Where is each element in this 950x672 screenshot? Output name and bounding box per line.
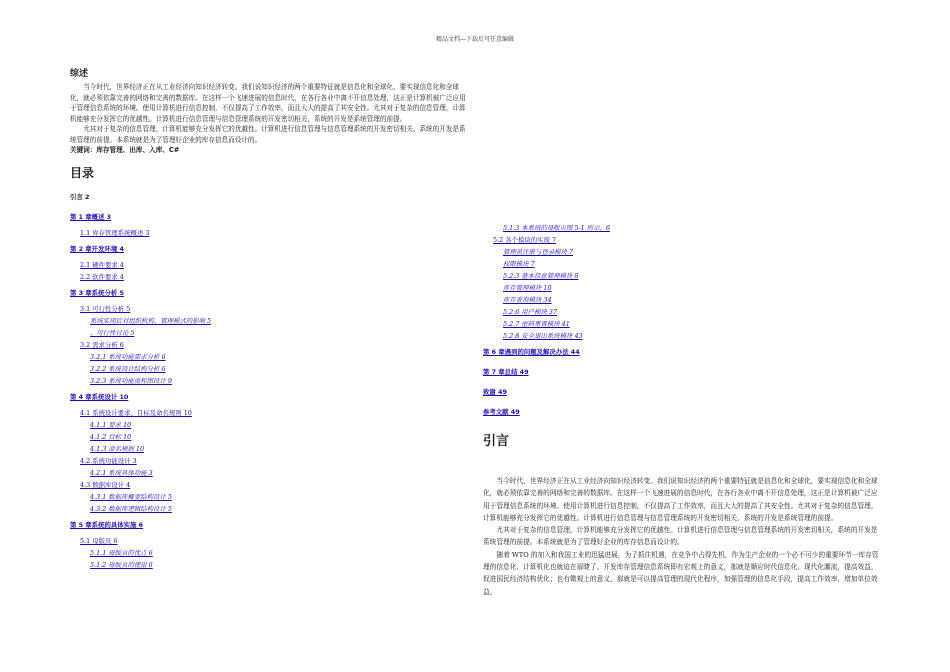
toc-chapter-link: 引言 2 [70, 192, 90, 201]
toc-section-link[interactable]: 2.2 软件要求 4 [80, 272, 124, 281]
toc-section-link[interactable]: 2.1 硬件要求 4 [80, 260, 124, 269]
toc-subsection-link[interactable]: 3.2.2 系统设计结构分析 6 [90, 364, 166, 373]
keywords: 关键词：库存管理、出库、入库、C# [70, 146, 180, 154]
toc-subsection-link[interactable]: 库存查询模块 34 [503, 296, 552, 304]
page-header: 精品文档---下载后可任意编辑 [435, 36, 515, 43]
right-column [483, 222, 883, 598]
toc-subsection-link[interactable]: 5.1.3 本系统的母版页图 5-1 所示。6 [503, 224, 611, 232]
toc-chapter-link[interactable]: 第 6 章遇到的问题及解决办法 44 [483, 348, 580, 356]
toc-subsection-link[interactable]: 5.1.1 母版页的优点 6 [90, 548, 153, 557]
toc-subsection-link[interactable]: 4.3.2 数据库逻辑结构设计 5 [90, 504, 172, 513]
intro-paragraph: 当今时代，世界经济正在从工业经济向知识经济转变。我们说知识经济的两个重要特征就是信息化和全球化，要实现信息化和全球化，就必须依靠完善的网络和完善的数据库。在这样一个飞速进展的信息时代，在各行各业中离不开信息处理，这正是计算机被广泛应用于管理信息系统的环境。使用计算机进行信息控制，不仅提高了工作效率，而且大大的提高了其安全性。尤其对于复杂的信息管理，计算机能够充分发挥它的优越性。计算机进行信息管理与信息管理系统的开发密切相关，系统的开发是系统管理的前提。 [483, 477, 878, 522]
toc-section-link[interactable]: 3.1 可行性分析 5 [80, 304, 131, 313]
intro-title: 引言 [483, 434, 510, 449]
toc-spacer [483, 358, 883, 362]
toc-subsection-link[interactable]: 4.1.3 命名规则 10 [90, 444, 145, 453]
toc-chapter-link[interactable]: 第 7 章总结 49 [483, 368, 529, 376]
toc-section-link[interactable]: 4.1 系统设计要求、目标及命名规则 10 [80, 408, 192, 417]
toc-subsection-link[interactable]: 4.2.1 系统具体功能 3 [90, 468, 153, 477]
toc-spacer [70, 203, 470, 207]
summary-title: 综述 [70, 69, 89, 79]
toc-list-left [70, 191, 470, 571]
toc-subsection-link[interactable]: 系统实现后对组织机构、管理模式的影响 5 [90, 316, 212, 325]
intro-paragraph: 尤其对于复杂的信息管理，计算机能够充分发挥它的优越性。计算机进行信息管理与信息管理系统的开发密切相关，系统的开发是系统管理的前提。本系统就是为了管理好企业的库存信息而设计的。 [483, 526, 878, 547]
toc-chapter-link[interactable]: 参考文献 49 [483, 408, 520, 416]
toc-subsection-link[interactable]: 5.2.7 密码重置模块 41 [503, 320, 570, 328]
toc-subsection-link[interactable]: 3.2.3 系统功能流程图设计 9 [90, 376, 172, 385]
toc-section-link[interactable]: 3.2 需求分析 6 [80, 340, 124, 349]
toc-subsection-link[interactable]: 5.1.2 母版页的使用 6 [90, 560, 153, 569]
toc-section-link[interactable]: 4.3 数据库设计 4 [80, 480, 131, 489]
toc-subsection-link[interactable]: 管理员注册与登录模块 7 [503, 248, 574, 256]
toc-chapter-link[interactable]: 第 2 章开发环境 4 [70, 244, 124, 253]
toc-list-right [483, 222, 883, 422]
toc-subsection-link[interactable]: 4.1.2 目标 10 [90, 432, 132, 441]
toc-subsection-link[interactable]: 、可行性讨论 5 [90, 328, 135, 337]
toc-section-link[interactable]: 1.1 库存管理系统概述 3 [80, 228, 150, 237]
toc-subsection-link[interactable]: 5.2.8 安全退出系统模块 43 [503, 332, 583, 340]
summary-paragraph: 尤其对于复杂的信息管理，计算机能够充分发挥它的优越性。计算机进行信息管理与信息管理系统的开发密切相关，系统的开发是系统管理的前提。本系统就是为了管理好企业的库存信息而设计的。 [70, 125, 466, 144]
intro-body [483, 475, 883, 598]
toc-spacer [483, 378, 883, 382]
toc-subsection-link[interactable]: 4.1.1 要求 10 [90, 420, 132, 429]
summary-paragraph: 当今时代，世界经济正在从工业经济向知识经济转变。我们说知识经济的两个重要特征就是信息化和全球化，要实现信息化和全球化，就必须依靠完善的网络和完善的数据库。在这样一个飞速进展的信息时代，在各行各业中离不开信息处理，这正是计算机被广泛应用于管理信息系统的环境。使用计算机进行信息控制，不仅提高了工作效率，而且大大的提高了其安全性。尤其对于复杂的信息管理，计算机能够充分发挥它的优越性。计算机进行信息管理与信息管理系统的开发密切相关，系统的开发是系统管理的前提。 [70, 83, 466, 123]
toc-chapter-link[interactable]: 第 1 章概述 3 [70, 212, 112, 221]
toc-spacer [483, 418, 883, 422]
left-column [70, 66, 470, 571]
toc-chapter-link[interactable]: 致谢 49 [483, 388, 507, 396]
intro-paragraph: 随着 WTO 的加入和我国工业的迅猛进展，为了抓住机遇，在竞争中占得先机，作为生产企业的一个必不可少的重要环节一库存管理的信息化、计算机化也就迫在眉睫了。开发库存管理信息系统即有宏观上的意义，那就是顺应时代信息化、现代化潮流，提高效益，促进国民经济结构优化；也有微观上的意义，那就是可以提高管理的现代化程序，加强管理的信息化手段，提高工作效率，增加单位效益。 [483, 550, 879, 596]
toc-chapter-link[interactable]: 第 3 章系统分析 5 [70, 288, 124, 297]
toc-chapter-link[interactable]: 第 5 章系统的具体实施 6 [70, 520, 144, 529]
toc-spacer [483, 398, 883, 402]
toc-subsection-link[interactable]: 4.3.1 数据库概要结构设计 5 [90, 492, 172, 501]
toc-subsection-link[interactable]: 权限模块 7 [503, 260, 535, 268]
toc-title: 目录 [70, 165, 95, 180]
toc-subsection-link[interactable]: 5.2.3 基本信息管理模块 8 [503, 272, 579, 280]
toc-chapter-link[interactable]: 第 4 章系统设计 10 [70, 392, 129, 401]
toc-subsection-link[interactable]: 库存管理模块 10 [503, 284, 552, 292]
toc-subsection-link[interactable]: 3.2.1 系统功能需求分析 6 [90, 352, 166, 361]
toc-section-link[interactable]: 5.2 各个模块的实现 7 [493, 236, 557, 244]
toc-subsection-link[interactable]: 5.2.6 用户模块 37 [503, 308, 558, 316]
toc-section-link[interactable]: 4.2 系统功能设计 3 [80, 456, 137, 465]
toc-section-link[interactable]: 5.1 母版页 6 [80, 536, 118, 545]
